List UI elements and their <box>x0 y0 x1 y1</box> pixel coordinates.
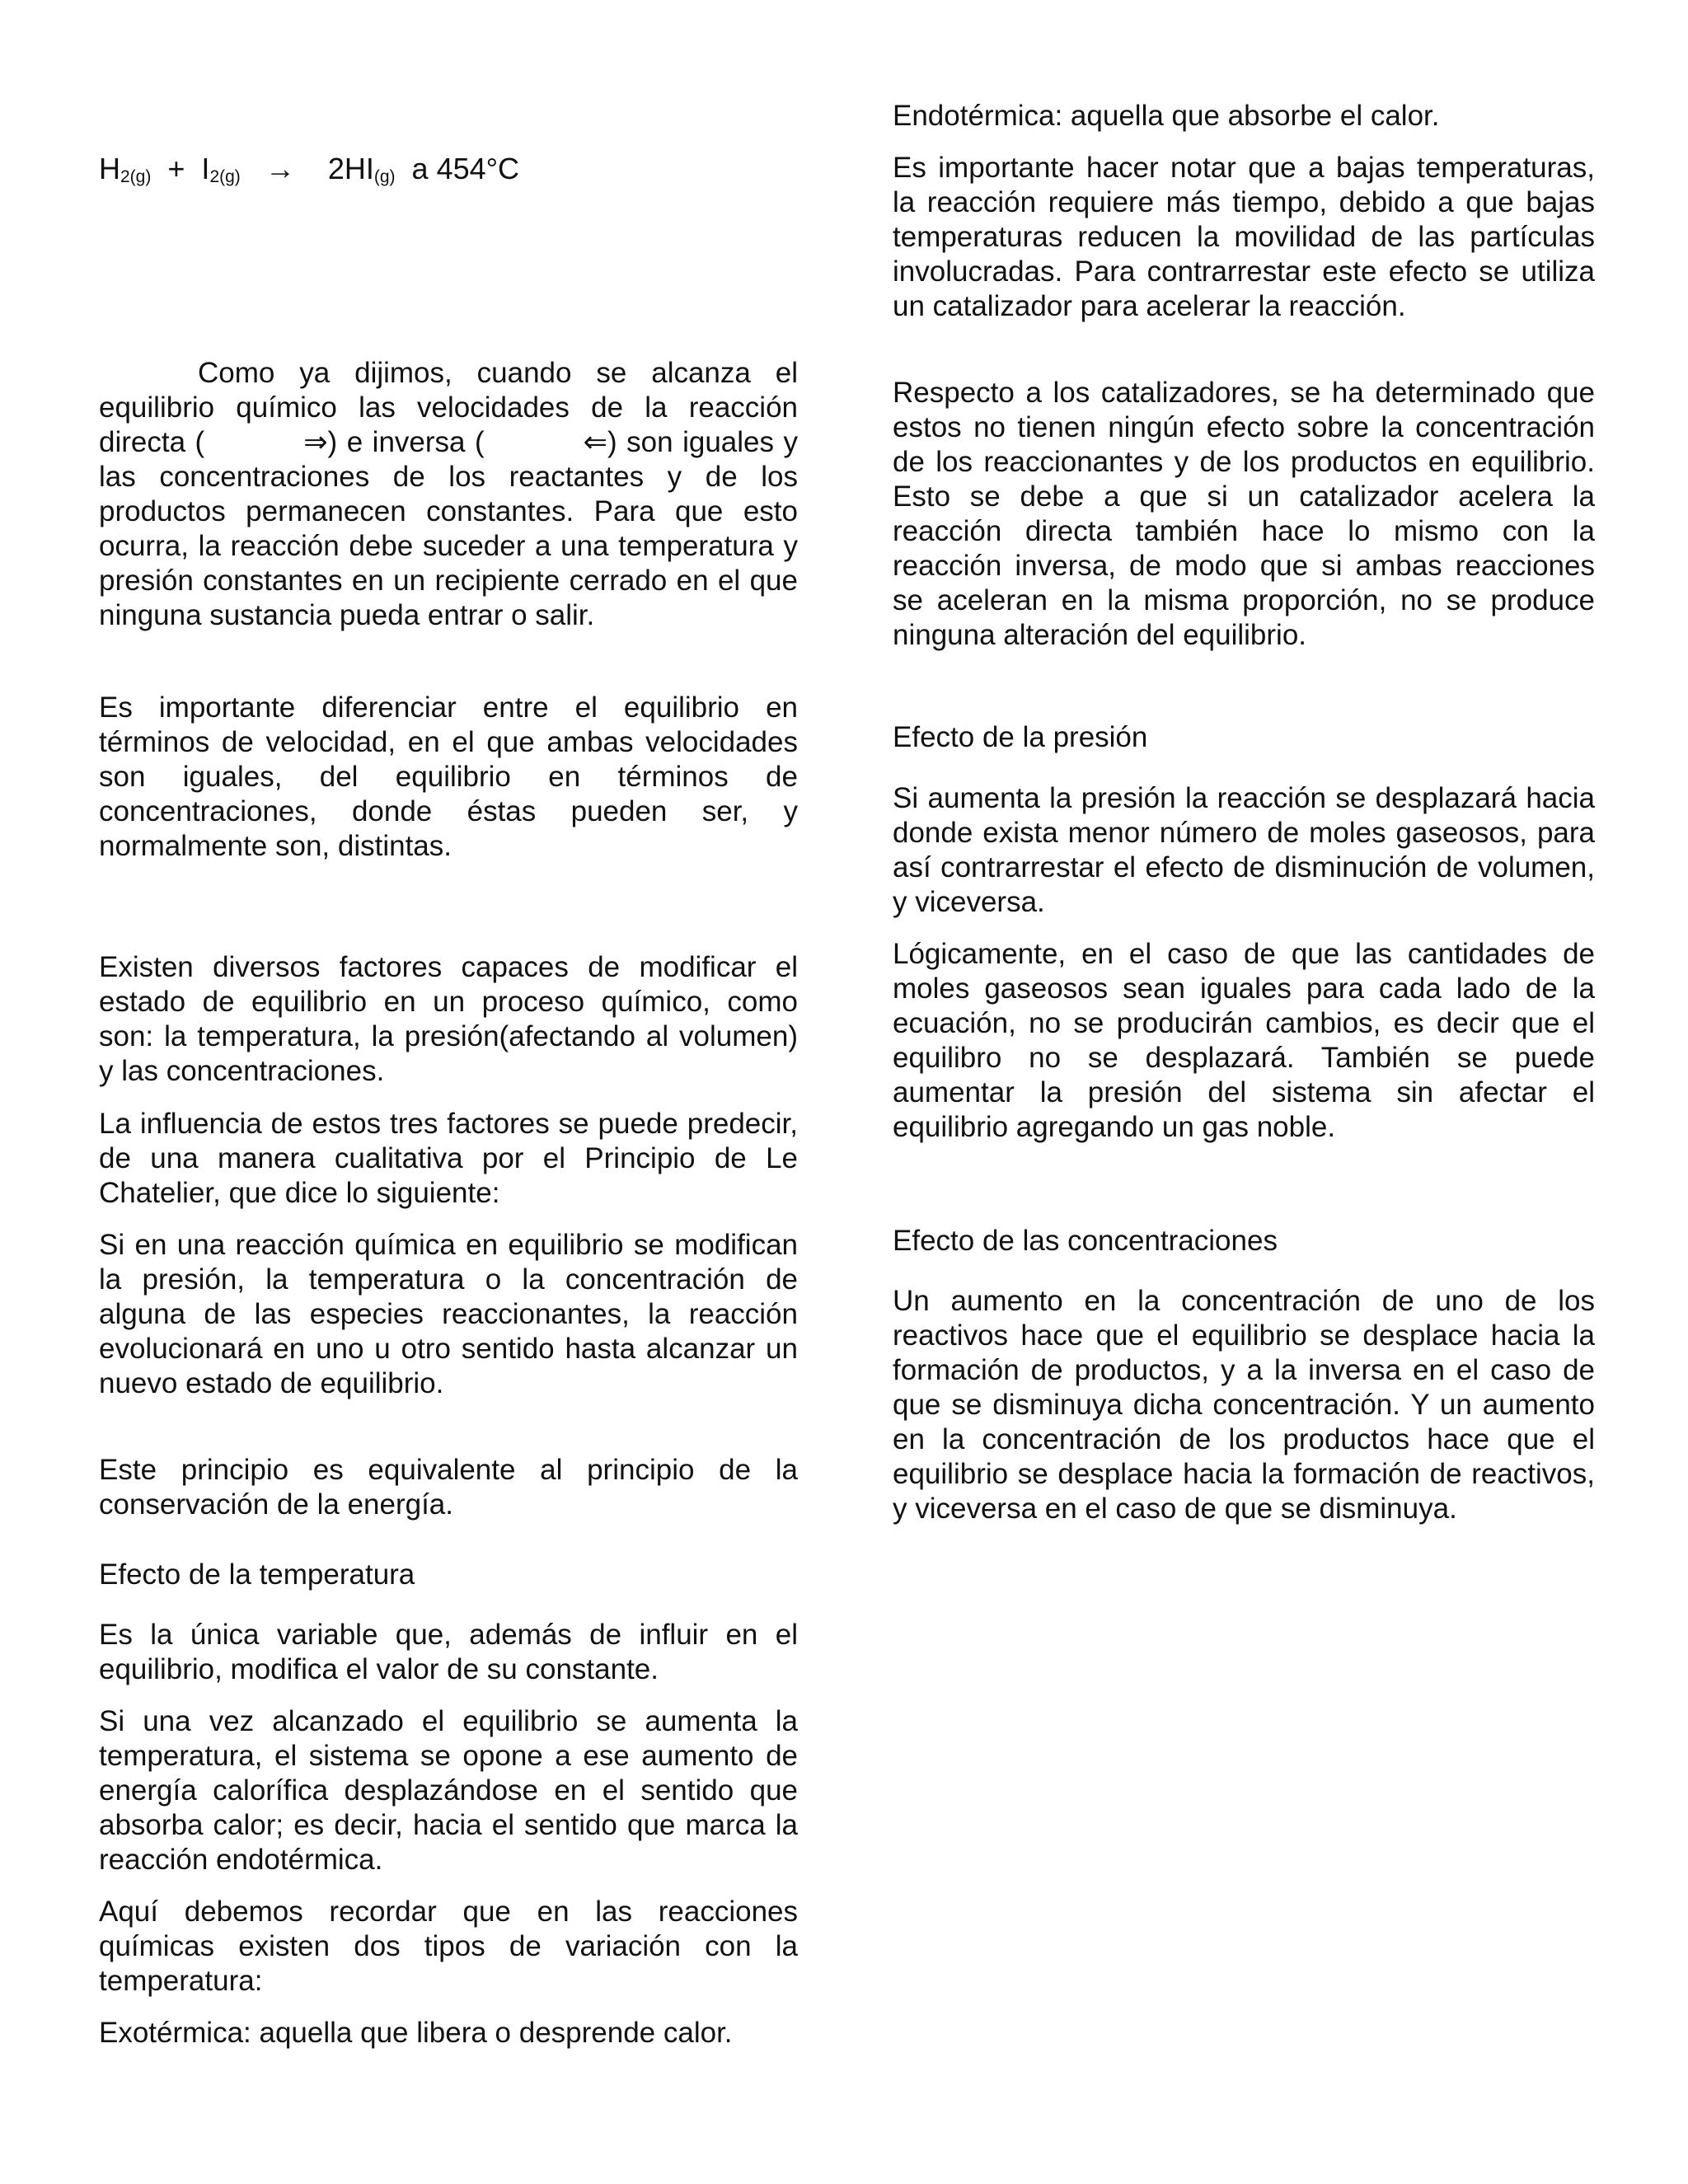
pressure-heading: Efecto de la presión <box>893 721 1148 753</box>
equilibrium-paragraph <box>99 356 798 633</box>
temperature-variable-paragraph: Es la única variable que, además de influir en el equilibrio, modifica el valor de su constante. <box>99 1619 798 1685</box>
le-chatelier-principle: Si en una reacción química en equilibrio se modifican la presión, la temperatura o la concentración de alguna de las especies reaccionantes, la reacción evolucionará en uno u otro sentido hasta alcanzar un nuevo estado de equilibrio. <box>99 1229 798 1399</box>
temperature-increase-paragraph: Si una vez alcanzado el equilibrio se aumenta la temperatura, el sistema se opone a ese aumento de energía calorífica desplazándose en el sentido que absorba calor; es decir, hacia el sentido que marca la reacción endotérmica. <box>99 1705 798 1876</box>
h2-state: 2(g) <box>120 167 152 186</box>
paragraph-text-a: Como ya dijimos, cuando se alcanza el equilibrio químico las velocidades de la reacción directa ( <box>99 357 798 458</box>
direct-arrow-icon: ⇒ <box>303 426 328 458</box>
concentration-paragraph: Un aumento en la concentración de uno de los reactivos hace que el equilibrio se desplace hacia la formación de productos, y a la inversa en el caso de que se disminuya dicha concentración. Y un aumento en la concentración de los productos hace que el equilibrio se desplace hacia la formación de reactivos, y viceversa en el caso de que se disminuya. <box>893 1285 1595 1525</box>
le-chatelier-intro: La influencia de estos tres factores se puede predecir, de una manera cualitativa por el Principio de Le Chatelier, que dice lo siguiente: <box>99 1108 798 1209</box>
endothermic-definition: Endotérmica: aquella que absorbe el calor. <box>893 100 1440 132</box>
h2-symbol: H <box>99 152 120 185</box>
velocity-paragraph: Es importante diferenciar entre el equilibrio en términos de velocidad, en el que ambas velocidades son iguales, del equilibrio en términos de concentraciones, donde éstas pueden ser, y normalmente son, distintas. <box>99 691 798 862</box>
exothermic-definition: Exotérmica: aquella que libera o desprende calor. <box>99 2017 733 2049</box>
equal-moles-paragraph: Lógicamente, en el caso de que las cantidades de moles gaseosos sean iguales para cada lado de la ecuación, no se producirán cambios, es decir que el equilibro no se desplazará. También se puede aumentar la presión del sistema sin afectar el equilibrio agregando un gas noble. <box>893 938 1595 1143</box>
pressure-increase-paragraph: Si aumenta la presión la reacción se desplazará hacia donde exista menor número de moles gaseosos, para así contrarrestar el efecto de disminución de volumen, y viceversa. <box>893 782 1595 918</box>
energy-conservation-paragraph: Este principio es equivalente al principio de la conservación de la energía. <box>99 1454 798 1521</box>
reaction-condition: a 454°C <box>411 152 520 185</box>
paragraph-text-b: ) e inversa ( <box>327 426 485 458</box>
i2-state: 2(g) <box>209 167 241 186</box>
variation-types-paragraph: Aquí debemos recordar que en las reacciones químicas existen dos tipos de variación con la temperatura: <box>99 1896 798 1997</box>
paragraph-text-c: ) son iguales y las concentraciones de los reactantes y de los productos permanecen constantes. Para que esto ocurra, la reacción debe suceder a una temperatura y presión constantes en un recipiente cerrado en el que ninguna sustancia pueda entrar o salir. <box>99 426 799 631</box>
hi-state: (g) <box>373 167 396 186</box>
low-temperature-paragraph: Es importante hacer notar que a bajas temperaturas, la reacción requiere más tiempo, debido a que bajas temperaturas reducen la movilidad de las partículas involucradas. Para contrarrestar este efecto se utiliza un catalizador para acelerar la reacción. <box>893 152 1595 322</box>
catalyst-paragraph: Respecto a los catalizadores, se ha determinado que estos no tienen ningún efecto sobre la concentración de los reaccionantes y de los productos en equilibrio. Esto se debe a que si un catalizador acelera la reacción directa también hace lo mismo con la reacción inversa, de modo que si ambas reacciones se aceleran en la misma proporción, no se produce ninguna alteración del equilibrio. <box>893 377 1595 651</box>
plus-sign: + <box>167 152 185 185</box>
temperature-heading: Efecto de la temperatura <box>99 1558 415 1591</box>
i2-symbol: I <box>201 152 210 185</box>
concentration-heading: Efecto de las concentraciones <box>893 1225 1278 1257</box>
factors-paragraph: Existen diversos factores capaces de modificar el estado de equilibrio en un proceso químico, como son: la temperatura, la presión(afectando al volumen) y las concentraciones. <box>99 951 798 1087</box>
inverse-arrow-icon: ⇐ <box>583 426 607 458</box>
chemical-equation <box>99 152 519 194</box>
reaction-arrow-icon: → <box>265 152 295 185</box>
hi-symbol: 2HI <box>327 152 374 185</box>
